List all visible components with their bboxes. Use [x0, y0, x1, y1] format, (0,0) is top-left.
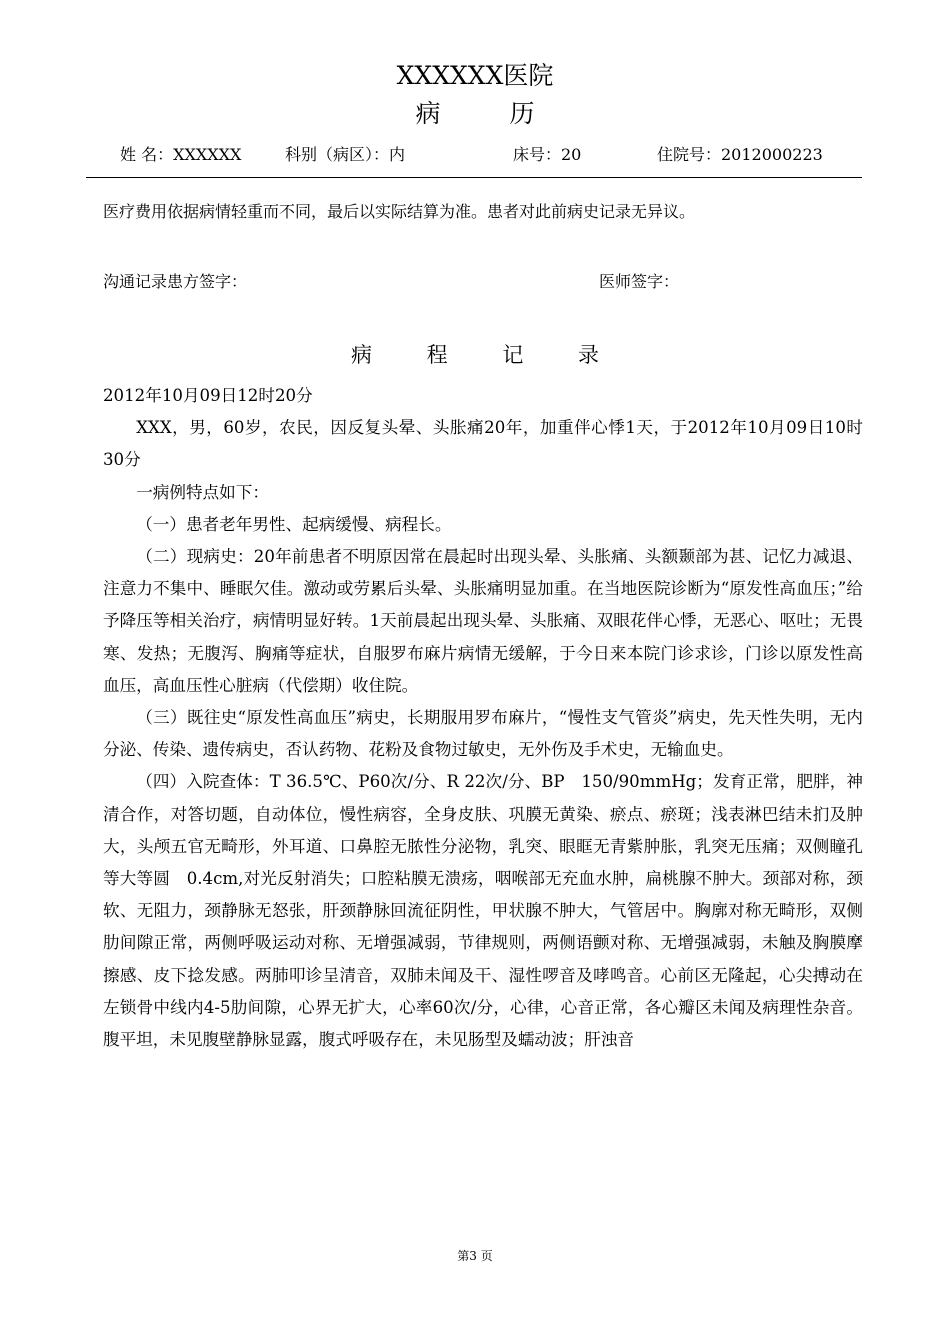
- patient-signature-label: 沟通记录患方签字：: [103, 272, 248, 291]
- progress-record-body: [103, 380, 863, 1056]
- admission-number-field: 住院号：2012000223: [657, 145, 823, 164]
- progress-record-heading: 病 程 记 录: [350, 343, 624, 367]
- record-paragraph-past-history: （三）既往史“原发性高血压”病史，长期服用罗布麻片，“慢性支气管炎”病史，先天性失明，无内分泌、传染、遗传病史，否认药物、花粉及食物过敏史，无外伤及手术史，无输血史。: [103, 708, 863, 760]
- bed-number-field: 床号：20: [513, 145, 582, 164]
- record-paragraph-present-illness: （二）现病史：20年前患者不明原因常在晨起时出现头晕、头胀痛、头额颞部为甚、记忆力减退、注意力不集中、睡眠欠佳。激动或劳累后头晕、头胀痛明显加重。在当地医院诊断为“原发性高血压；”给予降压等相关治疗，病情明显好转。1天前晨起出现头晕、头胀痛、双眼花伴心悸，无恶心、呕吐；无畏寒、发热；无腹泻、胸痛等症状，自服罗布麻片病情无缓解，于今日来本院门诊求诊，门诊以原发性高血压，高血压性心脏病（代偿期）收住院。: [103, 547, 863, 695]
- patient-name-field: 姓 名：XXXXXX: [120, 145, 242, 164]
- record-paragraph-features-intro: 一病例特点如下：: [136, 482, 269, 502]
- doctor-signature-label: 医师签字：: [599, 272, 680, 291]
- record-datetime: 2012年10月09日12时20分: [103, 386, 313, 405]
- document-title: 病 历: [415, 99, 557, 128]
- page-number: 第3 页: [457, 1249, 493, 1263]
- fee-notice: 医疗费用依据病情轻重而不同，最后以实际结算为准。患者对此前病史记录无异议。: [103, 202, 696, 221]
- record-paragraph-patient: （一）患者老年男性、起病缓慢、病程长。: [136, 514, 452, 534]
- hospital-name: XXXXXX医院: [396, 61, 554, 90]
- record-paragraph-summary: XXX，男，60岁，农民，因反复头晕、头胀痛20年，加重伴心悸1天，于2012年10月09日10时30分: [103, 418, 863, 470]
- record-paragraph-physical-exam: （四）入院查体：T 36.5℃、P60次/分、R 22次/分、BP 150/90mmHg；发育正常，肥胖，神清合作，对答切题，自动体位，慢性病容，全身皮肤、巩膜无黄染、瘀点、瘀斑；浅表淋巴结未扪及肿大，头颅五官无畸形，外耳道、口鼻腔无脓性分泌物，乳突、眼眶无青紫肿胀，乳突无压痛；双侧瞳孔等大等圆 0.4cm,对光反射消失；口腔粘膜无溃疡，咽喉部无充血水肿，扁桃腺不肿大。颈部对称，颈软、无阻力，颈静脉无怒张，肝颈静脉回流征阴性，甲状腺不肿大，气管居中。胸廓对称无畸形，双侧肋间隙正常，两侧呼吸运动对称、无增强减弱，节律规则，两侧语颤对称、无增强减弱，未触及胸膜摩擦感、皮下捻发感。两肺叩诊呈清音，双肺未闻及干、湿性啰音及哮鸣音。心前区无隆起，心尖搏动在左锁骨中线内4-5肋间隙，心界无扩大，心率60次/分，心律，心音正常，各心瓣区未闻及病理性杂音。腹平坦，未见腹壁静脉显露，腹式呼吸存在，未见肠型及蠕动波；肝浊音: [103, 772, 863, 1050]
- patient-info-row: [0, 143, 950, 167]
- header-divider: [86, 177, 862, 178]
- department-field: 科别（病区）：内: [285, 145, 406, 164]
